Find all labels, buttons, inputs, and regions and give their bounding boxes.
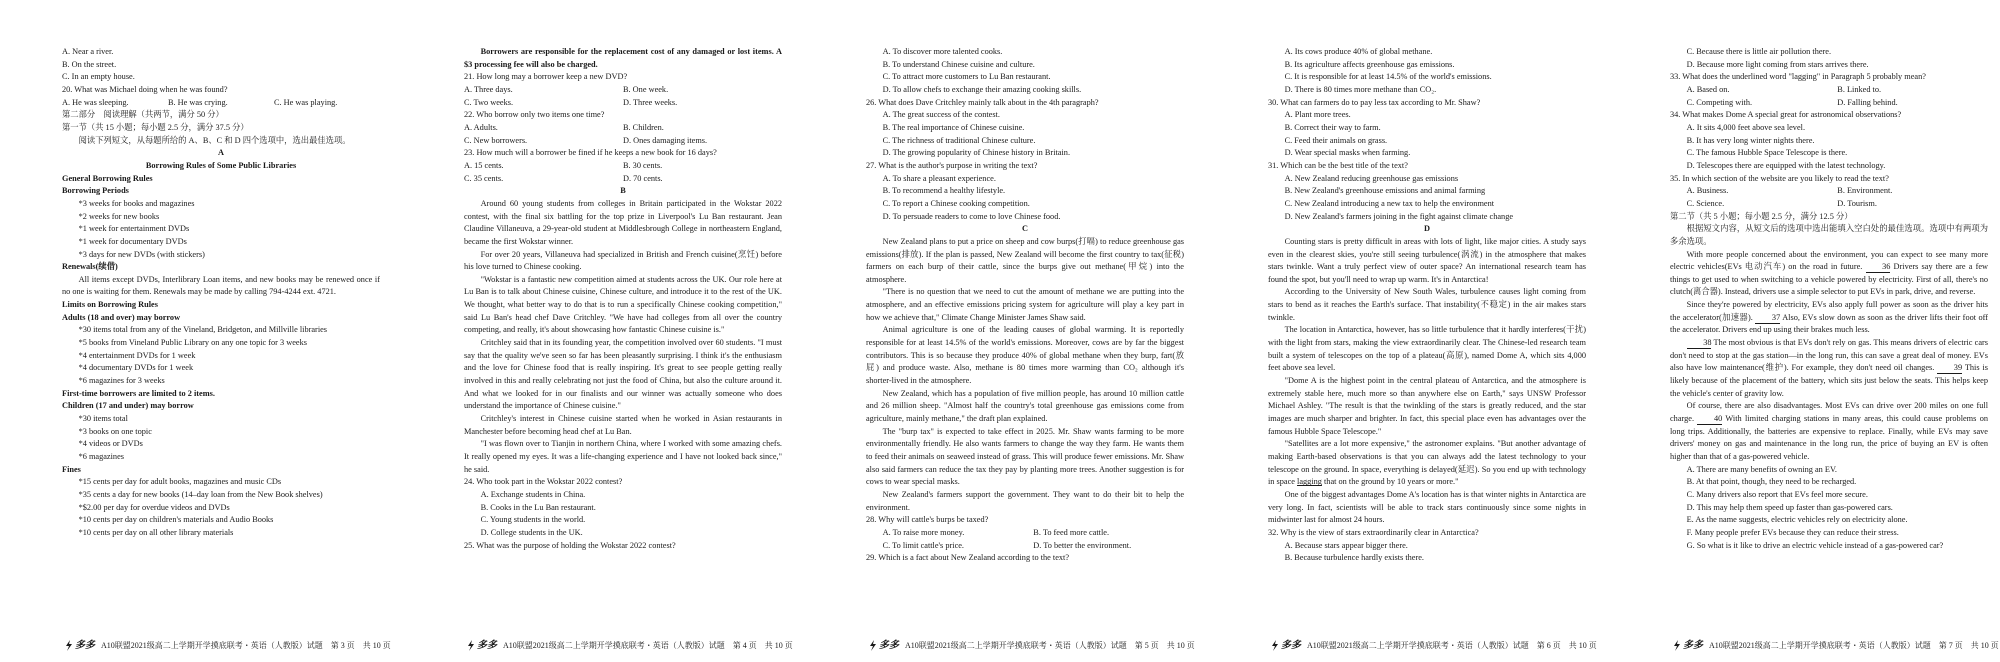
answer-option: B. Correct their way to farm. [1284,122,1381,132]
option-row [1670,84,1988,97]
paragraph: For over 20 years, Villaneuva had specialized in British and French cuisine(烹饪) before his love turned to Chinese cooking. [464,249,782,272]
answer-option: A. Plant more trees. [1284,110,1351,120]
answer-option: C. The richness of traditional Chinese culture. [882,135,1036,145]
paragraph: *4 videos or DVDs [78,439,143,449]
answer-option: A. Its cows produce 40% of global methane. [1284,47,1433,56]
answer-option: B. Cooks in the Lu Ban restaurant. [480,502,596,512]
answer-option: C. Young students in the world. [480,515,586,525]
paragraph: C [1022,224,1028,234]
footer-text: A10联盟2021级高二上学期开学摸底联考・英语（人教版）试题 第 5 页 共 10 页 [905,640,1195,650]
page-column [464,46,782,631]
paragraph: With more people concerned about the environment, you can expect to see many more electric vehicles(EVs 电动汽车) on the road in future. 36 Drivers say there are a few things to get used to when switching to a vehicle powered by electricity. First of all, there's no clutch(离合器). Instead, drivers use a simple selector to put EVs in park, drive, and reverse. [1670,249,1988,297]
answer-option: C. Two weeks. [464,97,514,107]
answer-option: C. In an empty house. [62,72,135,82]
paragraph: "Satellites are a lot more expensive," the astronomer explains. "But another advantage of making Earth-based observations is that you can always add the latest technology to your telescope on the ground. In space, everything is delayed(延迟). So you end up with technology in space lagging that on the ground by 10 years or more." [1268,439,1586,487]
section-heading: Fines [62,464,81,474]
paragraph: The "burp tax" is expected to take effect in 2025. Mr. Shaw wants farming to be more environmentally friendly. He also wants farmers to change the way they farm. He wants them to feed their animals on seaweed instead of grass. This will produce fewer emissions. Mr. Shaw also said farmers can reduce the tax they pay by planting more trees. Another suggestion is for cows to wear special masks. [866,426,1184,487]
paragraph: A [218,148,224,158]
paragraph: 阅读下列短文，从每题所给的 A、B、C 和 D 四个选项中，选出最佳选项。 [78,135,351,145]
answer-option: D. New Zealand's farmers joining in the fight against climate change [1284,211,1514,221]
option-row [464,173,782,186]
answer-option: D. Tourism. [1837,198,1877,208]
paragraph: *3 weeks for books and magazines [78,198,195,208]
answer-option: D. Telescopes there are equipped with the latest technology. [1686,160,1886,170]
answer-option: C. To report a Chinese cooking competition. [882,198,1030,208]
answer-option: D. Because more light coming from stars arrives there. [1686,59,1869,69]
paragraph: *15 cents per day for adult books, magazines and music CDs [78,477,282,487]
logo-text: 多多 [75,639,95,651]
paragraph: "Dome A is the highest point in the central plateau of Antarctica, and the atmosphere is extremely stable here, much more so than anywhere else on Earth," says UNSW Professor Michael Ashley. "The result is that the twinkling of the stars is greatly reduced, and the star images are much sharper and brighter. In fact, this special place even has advantages over the famous Hubble Space Telescope." [1268,376,1586,436]
answer-option: D. To persuade readers to come to love Chinese food. [882,211,1061,221]
answer-option: A. Based on. [1686,84,1730,94]
question-text: 22. Who borrow only two items one time? [464,110,605,120]
underlined-word: lagging [1297,477,1322,487]
paragraph: New Zealand plans to put a price on sheep and cow burps(打嗝) to reduce greenhouse gas emissions(排放). If the plan is passed, New Zealand will become the first country to tax(征税) farmers on each burp of their cattle, since the burps give out methane(甲烷) into the atmosphere. [866,236,1184,284]
option-row [464,160,782,173]
page-footer [64,640,391,651]
question-text: 33. What does the underlined word "lagging" in Paragraph 5 probably mean? [1670,72,1926,82]
paragraph: New Zealand, which has a population of five million people, has around 10 million cattle and 26 million sheep. "Almost half the country's total greenhouse gas emissions come from agriculture, mainly methane," the draft plan explained. [866,388,1184,424]
answer-option: B. Environment. [1837,186,1893,196]
answer-option: A. Business. [1686,186,1729,196]
answer-option: D. To allow chefs to exchange their amazing cooking skills. [882,84,1082,94]
logo-mark-icon [868,640,877,651]
logo-text: 多多 [477,639,497,651]
answer-blank: 39 [1937,363,1962,374]
answer-option: B. The real importance of Chinese cuisine. [882,122,1025,132]
answer-option: B. He was crying. [168,97,228,107]
answer-option: A. 15 cents. [464,160,504,170]
answer-option: D. This may help them speed up faster than gas-powered cars. [1686,502,1893,512]
question-text: 21. How long may a borrower keep a new DVD? [464,72,628,82]
section-heading: Renewals(续借) [62,262,118,272]
brand-logo [868,640,899,651]
paragraph: All items except DVDs, Interlibrary Loan items, and new books may be renewed once if no one is waiting for them. Renewals may be made by calling 794-4244 ext. 4721. [62,274,380,297]
option-row [1670,198,1988,211]
answer-option: G. So what is it like to drive an electric vehicle instead of a gas-powered car? [1686,540,1944,550]
answer-option: C. Science. [1686,198,1725,208]
footer-text: A10联盟2021级高二上学期开学摸底联考・英语（人教版）试题 第 7 页 共 10 页 [1709,640,1999,650]
answer-option: B. To feed more cattle. [1033,527,1110,537]
question-text: 35. In which section of the website are you likely to read the text? [1670,173,1889,183]
answer-option: B. Its agriculture affects greenhouse gas emissions. [1284,59,1455,69]
question-text: 25. What was the purpose of holding the Wokstar 2022 contest? [464,540,676,550]
paragraph: *$2.00 per day for overdue videos and DVDs [78,502,230,512]
question-text: 27. What is the author's purpose in writing the text? [866,160,1038,170]
paragraph: 38 The most obvious is that EVs don't rely on gas. This means drivers of electric cars don't need to stop at the gas station—in the long run, this can save a great deal of money. EVs also have low maintenance(维护). For example, they don't need oil changes. 39 This is likely because of the placement of the battery, which sits just below the seats. This helps keep the vehicle's center of gravity low. [1670,338,1988,398]
paragraph: Counting stars is pretty difficult in areas with lots of light, like major cities. A study says even in the clearest skies, you're still seeing turbulence(涡流) in the atmosphere that makes stars twinkle. Want a truly perfect view of outer space? An international research team has found the spot, but you'll need to wrap up warm. It's in Antarctica! [1268,236,1586,284]
answer-option: B. To recommend a healthy lifestyle. [882,186,1006,196]
paragraph: Around 60 young students from colleges in Britain participated in the Wokstar 2022 contest, with the final six battling for the top prize in Liverpool's Lu Ban restaurant. Jean Claudine Villaneuva, a 29-year-old student at Middlesbrough College in northeastern England, became the first Wokstar winner. [464,198,782,246]
section-heading: First-time borrowers are limited to 2 items. [62,388,215,398]
answer-option: D. There is 80 times more methane than CO₂. [1284,84,1437,94]
logo-mark-icon [64,640,73,651]
paragraph: *2 weeks for new books [78,211,160,221]
section-heading: Limits on Borrowing Rules [62,300,158,310]
answer-option: A. Exchange students in China. [480,489,586,499]
answer-option: C. Feed their animals on grass. [1284,135,1388,145]
section-heading: Children (17 and under) may borrow [62,401,194,411]
paragraph: "There is no question that we need to cut the amount of methane we are putting into the atmosphere, and an effective emissions pricing system for agriculture will play a key part in how we achieve that," Climate Change Minister James Shaw said. [866,287,1184,322]
section-heading: Borrowers are responsible for the replacement cost of any damaged or lost items. A $3 processing fee will also be charged. [464,47,782,69]
logo-text: 多多 [1281,639,1301,651]
question-text: 32. Why is the view of stars extraordinarily clear in Antarctica? [1268,527,1479,537]
option-row [62,97,380,110]
paragraph: Critchley's interest in Chinese cuisine started when he worked in Asian restaurants in Manchester before becoming head chef at Lu Ban. [464,414,782,436]
answer-option: A. Adults. [464,122,498,132]
paragraph: Animal agriculture is one of the leading causes of global warming. It is reportedly responsible for at least 14.5% of the world's emissions. Moreover, cows are by far the biggest contributors. This is so because they produce 40% of global methane when they burp, fart(放屁) and produce waste. Also, methane is 80 times more warming than CO₂ although it's shorter-lived in the atmosphere. [866,325,1184,386]
paragraph: "Wokstar is a fantastic new competition aimed at students across the UK. Our role here at Lu Ban is to talk about Chinese cuisine, Chinese culture, and introduce it to the rest of the UK. We thought, what better way to do that is to run a specifically Chinese cooking competition," said Lu Ban's head chef Dave Critchley. "We have had colleges from all over the country competing, and really, it's about showcasing how fantastic Chinese cuisine is." [464,274,782,335]
answer-option: D. The growing popularity of Chinese history in Britain. [882,148,1071,158]
footer-text: A10联盟2021级高二上学期开学摸底联考・英语（人教版）试题 第 6 页 共 10 页 [1307,640,1597,650]
option-row [866,527,1184,540]
paragraph: The location in Antarctica, however, has so little turbulence that it hardly interferes(干扰) with the light from stars, making the view extraordinarily clear. The Chinese-led research team built a system of telescopes on the top of a plateau(高原), named Dome A, which sits 4,000 feet above sea level. [1268,325,1586,373]
answer-option: B. To understand Chinese cuisine and culture. [882,59,1035,69]
question-text: 24. Who took part in the Wokstar 2022 contest? [464,477,623,487]
page-column [1670,46,1988,631]
answer-option: B. 30 cents. [623,160,663,170]
answer-option: C. To attract more customers to Lu Ban restaurant. [882,72,1051,82]
answer-option: C. Competing with. [1686,97,1753,107]
paragraph: 第二部分 阅读理解（共两节，满分 50 分） [62,110,224,120]
answer-option: B. At that point, though, they need to be recharged. [1686,477,1857,487]
answer-option: D. College students in the UK. [480,527,583,537]
question-text: 20. What was Michael doing when he was found? [62,84,228,94]
paragraph: *5 books from Vineland Public Library on any one topic for 3 weeks [78,338,307,348]
answer-option: A. Because stars appear bigger there. [1284,540,1408,550]
answer-option: F. Many people prefer EVs because they can reduce their stress. [1686,527,1899,537]
answer-option: A. To raise more money. [882,527,965,537]
paragraph: *3 books on one topic [78,426,152,436]
answer-option: E. As the name suggests, electric vehicles rely on electricity alone. [1686,515,1908,525]
option-row [1670,185,1988,198]
paragraph: New Zealand's farmers support the government. They want to do their bit to help the environment. [866,489,1184,512]
paragraph: *1 week for entertainment DVDs [78,224,190,234]
logo-mark-icon [466,640,475,651]
answer-option: D. Wear special masks when farming. [1284,148,1411,158]
page-footer [466,640,793,651]
answer-option: C. Because there is little air pollution there. [1686,47,1832,56]
answer-option: C. New Zealand introducing a new tax to help the environment [1284,198,1495,208]
answer-option: C. He was playing. [274,97,338,107]
paragraph: 根据短文内容，从短文后的选项中选出能填入空白处的最佳选项。选项中有两项为多余选项。 [1670,224,1988,246]
page-footer [868,640,1195,651]
answer-option: D. Falling behind. [1837,97,1898,107]
option-row [464,97,782,110]
footer-text: A10联盟2021级高二上学期开学摸底联考・英语（人教版）试题 第 3 页 共 10 页 [101,640,391,650]
answer-option: A. New Zealand reducing greenhouse gas emissions [1284,173,1459,183]
brand-logo [466,640,497,651]
answer-option: B. Linked to. [1837,84,1882,94]
answer-option: C. It is responsible for at least 14.5% of the world's emissions. [1284,72,1492,82]
question-text: 26. What does Dave Critchley mainly talk about in the 4th paragraph? [866,97,1099,107]
answer-option: D. Three weeks. [623,97,678,107]
footer-text: A10联盟2021级高二上学期开学摸底联考・英语（人教版）试题 第 4 页 共 10 页 [503,640,793,650]
page-footer [1270,640,1597,651]
question-text: 31. Which can be the best title of the text? [1268,160,1408,170]
answer-option: D. Ones damaging items. [623,135,708,145]
section-heading: Adults (18 and over) may borrow [62,312,181,322]
paragraph: D [1424,224,1430,234]
paragraph: *6 magazines for 3 weeks [78,376,165,386]
paragraph: *30 items total from any of the Vineland, Bridgeton, and Millville libraries [78,325,328,335]
paragraph: Borrowing Rules of Some Public Libraries [145,160,297,170]
option-row [464,84,782,97]
answer-option: A. Near a river. [62,47,114,56]
paragraph: 第一节（共 15 小题；每小题 2.5 分，满分 37.5 分） [62,122,249,132]
answer-option: B. It has very long winter nights there. [1686,135,1815,145]
paragraph: Since they're powered by electricity, EVs also apply full power as soon as the driver hits the accelerator(加速器). 37 Also, EVs slow down as soon as the driver lifts their foot off the accelerator. Drivers end up using their brakes much less. [1670,300,1988,335]
page-column [866,46,1184,631]
paragraph: *35 cents a day for new books (14–day loan from the New Book shelves) [78,489,323,499]
answer-option: C. 35 cents. [464,173,504,183]
paragraph: *3 days for new DVDs (with stickers) [78,249,205,259]
answer-option: C. New borrowers. [464,135,528,145]
paragraph: 第二节（共 5 小题；每小题 2.5 分，满分 12.5 分） [1670,211,1853,221]
answer-option: B. On the street. [62,59,117,69]
question-text: 34. What makes Dome A special great for astronomical observations? [1670,110,1902,120]
answer-blank: 36 [1866,262,1891,273]
paragraph: According to the University of New South Wales, turbulence causes light coming from stars to bend as it reaches the Earth's surface. That instability(不稳定) in the air makes stars twinkle. [1268,287,1586,322]
answer-option: B. One week. [623,84,669,94]
paragraph: *10 cents per day on all other library materials [78,527,234,537]
option-row [464,122,782,135]
brand-logo [1672,640,1703,651]
page-footer [1672,640,1999,651]
option-row [866,540,1184,553]
question-text: 28. Why will cattle's burps be taxed? [866,515,989,525]
section-heading: General Borrowing Rules [62,173,153,183]
question-text: 30. What can farmers do to pay less tax according to Mr. Shaw? [1268,97,1481,107]
option-row [464,135,782,148]
brand-logo [64,640,95,651]
paragraph: *4 documentary DVDs for 1 week [78,363,194,373]
answer-option: C. Many drivers also report that EVs feel more secure. [1686,489,1868,499]
paragraph: *30 items total [78,414,128,424]
answer-option: A. To share a pleasant experience. [882,173,996,183]
answer-option: D. To better the environment. [1033,540,1132,550]
paragraph: *1 week for documentary DVDs [78,236,187,246]
answer-option: A. To discover more talented cooks. [882,47,1003,56]
logo-text: 多多 [879,639,899,651]
answer-option: A. He was sleeping. [62,97,129,107]
paragraph: Critchley said that in its founding year, the competition involved over 60 students. "I must say that the quality we've seen so far has been pleasantly surprising. I think it's the enthusiasm and the love for Chinese food that is really inspiring. It's great to see people getting really involved in this and really celebrating not just the food of China, but also the culture around it. And what we looked for in our finalists and our winner was actually someone who does understand the importance of Chinese cuisine." [464,338,782,411]
paragraph: "I was flown over to Tianjin in northern China, where I worked with some amazing chefs. It really opened my eyes. It was a life-changing experience and I have not looked back since," he said. [464,439,782,474]
paragraph: One of the biggest advantages Dome A's location has is that winter nights in Antarctica are very long. In fact, scientists will be able to track stars continuously since some nights in midwinter last for almost 24 hours. [1268,489,1586,525]
answer-option: A. The great success of the contest. [882,110,1000,120]
answer-blank: 37 [1755,313,1780,324]
answer-option: B. Because turbulence hardly exists there. [1284,553,1424,563]
paragraph: *4 entertainment DVDs for 1 week [78,350,196,360]
section-heading: Borrowing Periods [62,186,129,196]
paragraph: *6 magazines [78,452,124,461]
answer-blank: 38 [1687,338,1712,349]
page-column [1268,46,1586,631]
paragraph: *10 cents per day on children's materials and Audio Books [78,515,274,525]
answer-option: B. Children. [623,122,664,132]
brand-logo [1270,640,1301,651]
answer-option: A. There are many benefits of owning an EV. [1686,464,1837,474]
paragraph: Of course, there are also disadvantages. Most EVs can drive over 200 miles on one full charge. 40 With limited charging stations in many areas, this could cause problems on long trips. Additionally, the batteries are expensive to replace. Finally, while EVs may save drivers' money on gas and maintenance in the long run, the price of buying an EV is often higher than that of a gas-powered vehicle. [1670,401,1988,461]
answer-option: B. New Zealand's greenhouse emissions and animal farming [1284,186,1486,196]
option-row [1670,97,1988,110]
question-text: 29. Which is a fact about New Zealand according to the text? [866,553,1070,563]
answer-option: C. The famous Hubble Space Telescope is there. [1686,148,1848,158]
answer-option: C. To limit cattle's price. [882,540,965,550]
paragraph: B [620,186,626,196]
logo-mark-icon [1270,640,1279,651]
answer-blank: 40 [1697,414,1722,425]
question-text: 23. How much will a borrower be fined if he keeps a new book for 16 days? [464,148,717,158]
answer-option: A. Three days. [464,84,513,94]
answer-option: D. 70 cents. [623,173,663,183]
logo-text: 多多 [1683,639,1703,651]
logo-mark-icon [1672,640,1681,651]
answer-option: A. It sits 4,000 feet above sea level. [1686,122,1806,132]
page-column [62,46,380,631]
